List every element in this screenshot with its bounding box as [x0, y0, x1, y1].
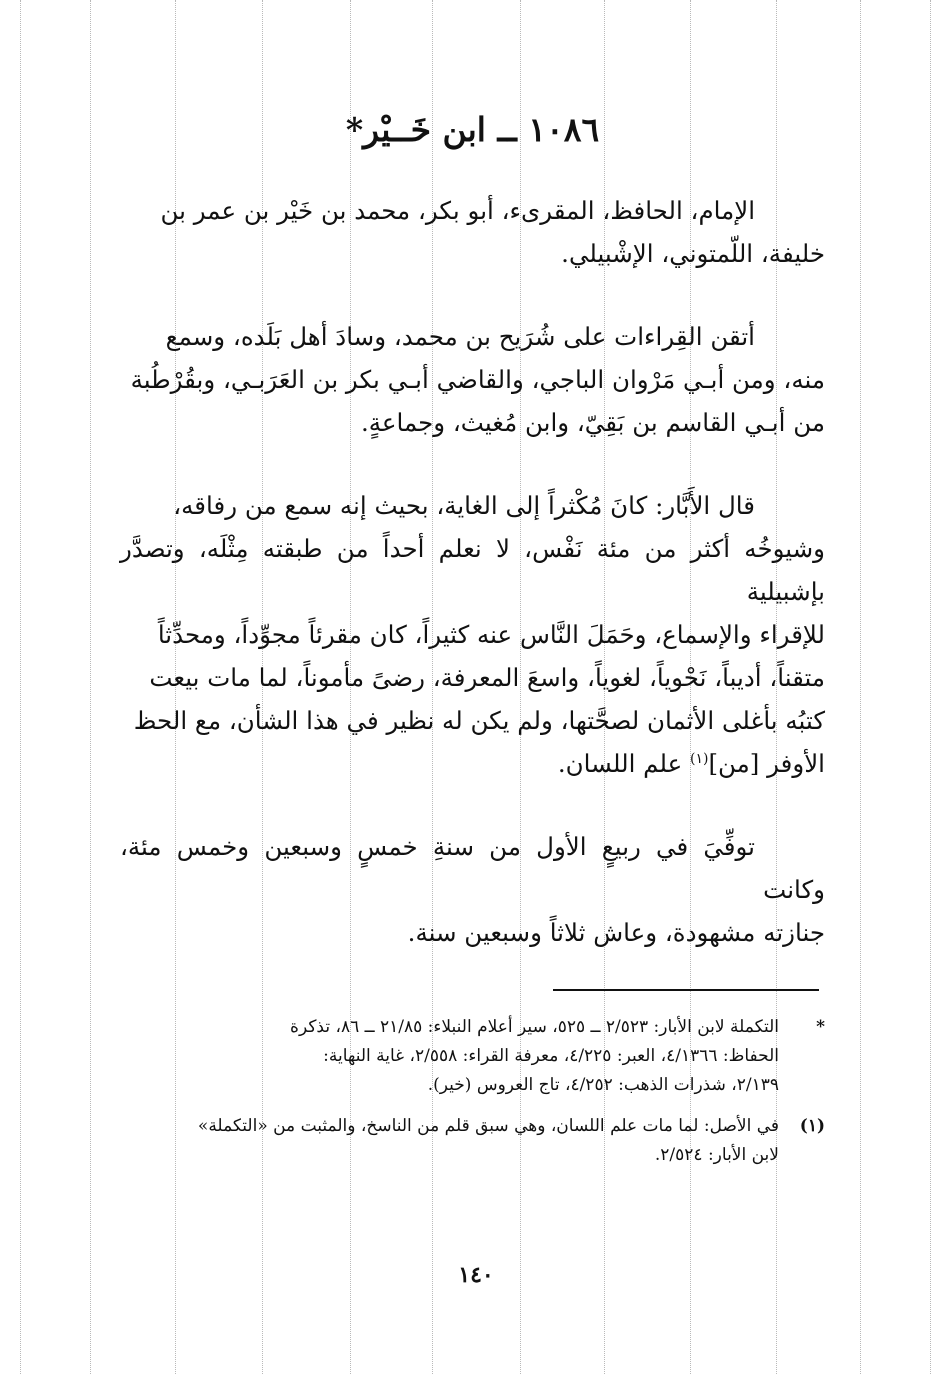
text-segment: الأوفر [من] — [708, 749, 825, 778]
footnote-mark: * — [816, 1017, 825, 1037]
footnote-line: الحفاظ: ٤/١٣٦٦، العبر: ٤/٢٢٥، معرفة القراء: ٢/٥٥٨، غاية النهاية: — [323, 1046, 779, 1066]
footnote-1 — [120, 1112, 825, 1170]
footnote-line: في الأصل: لما مات علم اللسان، وهي سبق قلم من الناسخ، والمثبت من «التكملة» — [197, 1116, 779, 1136]
text-line: من أبـي القاسم بن بَقِيّ، وابن مُغيث، وجماعةٍ. — [360, 408, 825, 437]
page-body — [120, 105, 825, 994]
paragraph-identity — [120, 189, 825, 275]
footnote-separator — [553, 989, 819, 991]
paragraph-studies — [120, 315, 825, 444]
text-segment: علم اللسان. — [557, 749, 690, 778]
footnote-line: لابن الأبار: ٢/٥٢٤. — [654, 1145, 779, 1165]
entry-title: ١٠٨٦ ــ ابن خَــيْر* — [345, 110, 600, 149]
text-line — [120, 742, 825, 785]
footnote-line: ٢/١٣٩، شذرات الذهب: ٤/٢٥٢، تاج العروس (خير). — [427, 1075, 779, 1095]
footnotes — [120, 1013, 825, 1182]
text-line: كتبُه بأغلى الأثمان لصحَّتها، ولم يكن له نظير في هذا الشأن، مع الحظ — [133, 706, 825, 735]
text-line: متقناً، أديباً، نَحْوياً، لغوياً، واسعَ المعرفة، رضىً مأموناً، لما مات بيعت — [149, 663, 825, 692]
text-line: جنازته مشهودة، وعاش ثلاثاً وسبعين سنة. — [407, 918, 825, 947]
text-line: أتقن القِراءات على شُرَيح بن محمد، وسادَ أهل بَلَده، وسمع — [165, 322, 755, 351]
text-line: خليفة، اللّمتوني، الإشْبيلي. — [561, 239, 825, 268]
footnote-line: التكملة لابن الأبار: ٢/٥٢٣ ــ ٥٢٥، سير أعلام النبلاء: ٢١/٨٥ ــ ٨٦، تذكرة — [290, 1017, 779, 1037]
text-line: قال الأَبَّار: كانَ مُكْثراً إلى الغاية، بحيث إنه سمع من رفاقه، — [173, 491, 755, 520]
guide-line — [20, 0, 21, 1374]
page-number: ١٤٠ — [458, 1262, 494, 1288]
guide-line — [860, 0, 861, 1374]
footnote-mark: (١) — [799, 1116, 825, 1136]
text-line: الإمام، الحافظ، المقرىء، أبو بكر، محمد بن خَيْر بن عمر بن — [160, 196, 755, 225]
footnote-text — [120, 1112, 779, 1170]
text-line: توفِّيَ في ربيعٍ الأول من سنةِ خمسٍ وسبعين وخمس مئة، وكانت — [120, 832, 825, 904]
footnote-text — [120, 1013, 779, 1100]
footnote-sources — [120, 1013, 825, 1100]
text-line: للإقراء والإسماع، وحَمَلَ النَّاس عنه كثيراً، كان مقرئاً مجوِّداً، ومحدِّثاً — [157, 620, 825, 649]
footnote-reference: (١) — [690, 750, 709, 767]
text-line: منه، ومن أبـي مَرْوان الباجي، والقاضي أبـي بكر بن العَرَبـي، وبقُرْطُبة — [130, 365, 825, 394]
text-line: وشيوخُه أكثر من مئة نَفْس، لا نعلم أحداً من طبقته مِثْلَه، وتصدَّر بإشبيلية — [120, 534, 825, 606]
guide-line — [930, 0, 931, 1374]
guide-line — [90, 0, 91, 1374]
paragraph-abbar-quote — [120, 484, 825, 785]
paragraph-death — [120, 825, 825, 954]
